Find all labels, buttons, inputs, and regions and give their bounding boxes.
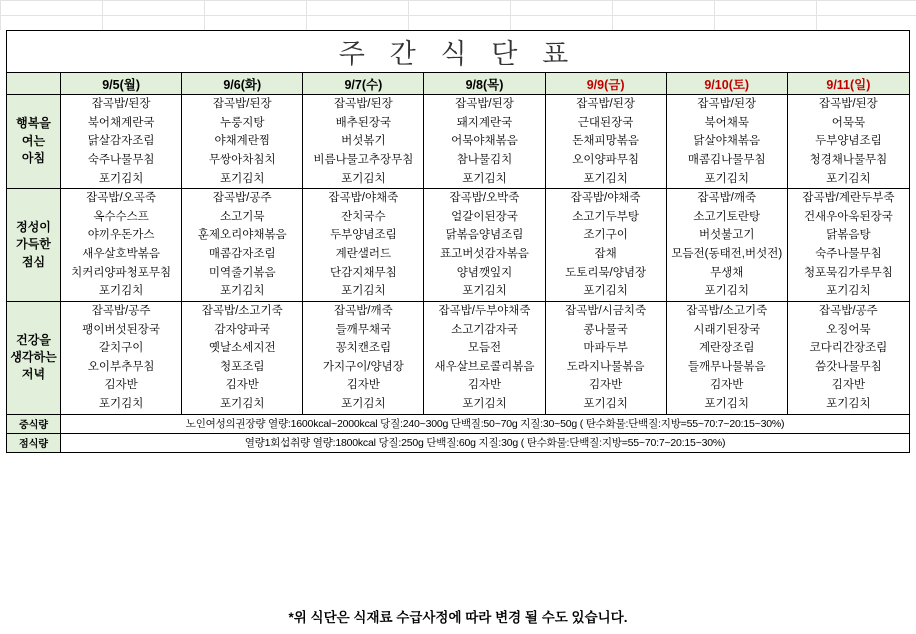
menu-item: 무쌍아차침치 xyxy=(208,153,276,166)
menu-item: 잡곡밥/된장 xyxy=(91,98,151,110)
menu-item: 포기김치 xyxy=(220,285,265,298)
menu-item: 잡곡밥/공주 xyxy=(91,304,151,317)
menu-item: 북어채묵 xyxy=(704,116,749,129)
day-header-5: 9/9(금) xyxy=(545,73,666,95)
menu-item: 포기김치 xyxy=(462,172,507,185)
menu-item: 김자반 xyxy=(831,379,866,392)
menu-item: 무생채 xyxy=(710,266,744,279)
menu-cell-m3-d7 xyxy=(787,301,909,414)
menu-item: 단감지채무침 xyxy=(330,266,397,279)
spreadsheet-grid-background xyxy=(0,0,916,30)
day-header-6: 9/10(토) xyxy=(666,73,787,95)
menu-item: 잡곡밥/소고기죽 xyxy=(686,304,768,317)
menu-item: 도라지나물볶음 xyxy=(566,360,645,373)
menu-item: 포기김치 xyxy=(826,398,871,410)
menu-item: 미역줄기볶음 xyxy=(208,266,276,279)
menu-item: 포기김치 xyxy=(341,285,386,298)
meal-label-1: 행복을 여는 아침 xyxy=(7,95,61,189)
menu-item: 잡채 xyxy=(594,248,617,260)
menu-item: 모듬전 xyxy=(467,342,502,355)
day-header-1: 9/5(월) xyxy=(61,73,182,95)
menu-item: 치커리양파청포무침 xyxy=(71,266,172,279)
menu-item: 잡곡밥/소고기죽 xyxy=(201,304,283,317)
menu-item: 콩나물국 xyxy=(583,323,628,336)
menu-cell-m1-d3 xyxy=(303,95,424,189)
menu-item: 김자반 xyxy=(104,379,138,392)
menu-item: 두부양념조림 xyxy=(330,229,397,242)
menu-item: 청경채나물무침 xyxy=(809,153,888,166)
menu-item: 포기김치 xyxy=(341,172,386,185)
menu-item: 소고기토란탕 xyxy=(693,210,761,223)
menu-item: 새우살호박볶음 xyxy=(82,248,160,260)
menu-item: 잡곡밥/된장 xyxy=(819,98,878,110)
menu-item: 포기김치 xyxy=(220,172,265,185)
menu-item: 포기김치 xyxy=(583,172,628,185)
menu-item: 숙주나물무침 xyxy=(87,153,155,166)
menu-cell-m1-d5 xyxy=(545,95,666,189)
footer-label-2: 점식량 xyxy=(7,433,61,452)
menu-footnote: *위 식단은 식재료 수급사정에 따라 변경 될 수도 있습니다. xyxy=(288,610,628,625)
menu-item: 잡곡밥/공주 xyxy=(212,192,272,205)
menu-cell-m1-d4 xyxy=(424,95,545,189)
menu-item: 포기김치 xyxy=(826,285,871,298)
footer-label-1: 중식량 xyxy=(7,414,61,433)
menu-item: 잡곡밥/야채죽 xyxy=(570,192,641,205)
menu-item: 잡곡밥/계란두부죽 xyxy=(802,192,895,205)
menu-item: 잡곡밥/깨죽 xyxy=(697,192,757,205)
menu-cell-m3-d6 xyxy=(666,301,787,414)
menu-item: 잡곡밥/시금치죽 xyxy=(565,304,647,317)
menu-item: 청포조림 xyxy=(220,360,265,373)
menu-cell-m2-d1 xyxy=(61,189,182,302)
menu-item: 가지구이/양념장 xyxy=(322,360,404,373)
menu-item: 김자반 xyxy=(346,379,381,392)
menu-item: 비름나물고추장무침 xyxy=(313,153,414,166)
menu-item: 포기김치 xyxy=(462,398,507,410)
menu-item: 꽁치캔조림 xyxy=(335,342,392,355)
menu-item: 버섯불고기 xyxy=(698,229,755,242)
menu-item: 옥수수스프 xyxy=(93,210,149,223)
menu-item: 잡곡밥/된장 xyxy=(212,98,272,110)
menu-item: 김자반 xyxy=(710,379,744,392)
menu-cell-m2-d4 xyxy=(424,189,545,302)
menu-item: 계란샐러드 xyxy=(335,248,392,260)
menu-item: 들깨무채국 xyxy=(335,323,392,336)
day-header-4: 9/8(목) xyxy=(424,73,545,95)
menu-item: 오이부추무침 xyxy=(87,360,155,373)
menu-item: 포기김치 xyxy=(98,285,144,298)
menu-item: 닭볶음탕 xyxy=(826,229,871,242)
menu-item: 포기김치 xyxy=(220,398,265,410)
menu-item: 포기김치 xyxy=(583,398,628,410)
day-header-2: 9/6(화) xyxy=(182,73,303,95)
menu-cell-m2-d3 xyxy=(303,189,424,302)
menu-item: 포기김치 xyxy=(462,285,507,298)
menu-cell-m1-d7 xyxy=(787,95,909,189)
menu-cell-m3-d2 xyxy=(182,301,303,414)
menu-item: 돼지계란국 xyxy=(456,116,513,129)
menu-item: 야끼우돈가스 xyxy=(87,229,155,242)
menu-item: 오이양파무침 xyxy=(572,153,639,166)
meal-label-2: 정성이 가득한 점심 xyxy=(7,189,61,302)
menu-item: 포기김치 xyxy=(704,172,749,185)
footer-value-1: 노인여성의권장량 열량:1600kcal~2000kcal 당질:240~300g 단백질:50~70g 지질:30~50g ( 탄수화물:단백질:지방=55~70:7~20:15~30%) xyxy=(61,414,910,433)
menu-cell-m1-d6 xyxy=(666,95,787,189)
menu-cell-m2-d6 xyxy=(666,189,787,302)
menu-item: 코다리간장조림 xyxy=(809,342,888,355)
menu-item: 새우살브로콜리볶음 xyxy=(434,360,535,373)
menu-item: 잡곡밥/된장 xyxy=(576,98,635,110)
menu-item: 갈치구이 xyxy=(98,342,144,355)
menu-item: 배추된장국 xyxy=(335,116,392,129)
day-header-3: 9/7(수) xyxy=(303,73,424,95)
menu-item: 북어채계란국 xyxy=(87,116,155,129)
menu-item: 오징어묵 xyxy=(826,323,871,336)
menu-item: 잡곡밥/된장 xyxy=(455,98,514,110)
menu-item: 얼갈이된장국 xyxy=(451,210,518,223)
menu-item: 포기김치 xyxy=(826,172,871,185)
menu-item: 표고버섯감자볶음 xyxy=(440,248,529,260)
menu-item: 계란장조림 xyxy=(698,342,755,355)
menu-item: 돈채피망볶음 xyxy=(572,135,639,148)
menu-cell-m3-d5 xyxy=(545,301,666,414)
menu-item: 모듬전(동태전,버섯전) xyxy=(671,248,783,260)
menu-cell-m3-d3 xyxy=(303,301,424,414)
menu-item: 야채계란찜 xyxy=(214,135,270,148)
menu-item: 포기김치 xyxy=(583,285,628,298)
meal-label-3: 건강을 생각하는 저녁 xyxy=(7,301,61,414)
menu-item: 감자양파국 xyxy=(214,323,270,336)
menu-item: 잡곡밥/된장 xyxy=(697,98,757,110)
menu-item: 씀갓나물무침 xyxy=(815,360,882,373)
menu-item: 훈제오리야채볶음 xyxy=(197,229,287,242)
menu-item: 포기김치 xyxy=(98,172,144,185)
day-header-7: 9/11(일) xyxy=(787,73,909,95)
menu-item: 조기구이 xyxy=(583,229,628,242)
menu-item: 김자반 xyxy=(588,379,623,392)
menu-item: 두부양념조림 xyxy=(815,135,882,148)
menu-item: 어묵야채볶음 xyxy=(451,135,518,148)
menu-item: 포기김치 xyxy=(704,285,749,298)
menu-item: 매콤김나물무침 xyxy=(687,153,766,166)
menu-item: 포기김치 xyxy=(341,398,386,410)
menu-item: 매콤감자조림 xyxy=(208,248,276,260)
menu-item: 잡곡밥/오곡죽 xyxy=(86,192,157,205)
footer-value-2: 열량1회섭취량 열량:1800kcal 당질:250g 단백질:60g 지질:30g ( 탄수화물:단백질:지방=55~70:7~20:15~30%) xyxy=(61,433,910,452)
menu-cell-m1-d2 xyxy=(182,95,303,189)
menu-cell-m1-d1 xyxy=(61,95,182,189)
menu-item: 근대된장국 xyxy=(577,116,634,129)
menu-item: 버섯볶기 xyxy=(341,135,386,148)
menu-item: 건새우아욱된장국 xyxy=(803,210,893,223)
menu-item: 잡곡밥/두부야채죽 xyxy=(438,304,531,317)
table-corner-cell xyxy=(7,73,61,95)
menu-item: 잡곡밥/오박죽 xyxy=(449,192,520,205)
menu-item: 잡곡밥/된장 xyxy=(333,98,393,110)
menu-item: 어묵묵 xyxy=(831,116,866,129)
menu-item: 김자반 xyxy=(225,379,259,392)
weekly-menu-table xyxy=(6,30,910,453)
menu-item: 소고기두부탕 xyxy=(572,210,639,223)
menu-item: 팽이버섯된장국 xyxy=(82,323,160,336)
page-title-text: 주 간 식 단 표 xyxy=(338,39,578,69)
menu-item: 소고기묵 xyxy=(220,210,265,223)
menu-cell-m2-d5 xyxy=(545,189,666,302)
menu-item: 마파두부 xyxy=(583,342,628,355)
menu-item: 시래기된장국 xyxy=(693,323,761,336)
menu-item: 들깨무나물볶음 xyxy=(687,360,766,373)
menu-cell-m3-d4 xyxy=(424,301,545,414)
menu-item: 잡곡밥/공주 xyxy=(819,304,878,317)
menu-item: 도토리묵/양념장 xyxy=(565,266,647,279)
menu-item: 포기김치 xyxy=(98,398,144,410)
menu-item: 포기김치 xyxy=(704,398,749,410)
menu-item: 누룽지탕 xyxy=(220,116,265,129)
menu-item: 닭살야채볶음 xyxy=(693,135,761,148)
menu-item: 잡곡밥/깨죽 xyxy=(333,304,393,317)
menu-cell-m2-d2 xyxy=(182,189,303,302)
menu-item: 닭살감자조림 xyxy=(87,135,155,148)
page-title xyxy=(7,31,910,73)
menu-cell-m2-d7 xyxy=(787,189,909,302)
menu-item: 닭볶음양념조림 xyxy=(445,229,524,242)
menu-item: 청포묵김가루무침 xyxy=(803,266,893,279)
menu-item: 참나물김치 xyxy=(456,153,513,166)
menu-item: 옛날소세지전 xyxy=(208,342,276,355)
menu-item: 잡곡밥/야채죽 xyxy=(328,192,399,205)
menu-item: 소고기감자국 xyxy=(451,323,518,336)
menu-item: 잔치국수 xyxy=(341,210,386,223)
menu-item: 숙주나물무침 xyxy=(815,248,882,260)
menu-item: 김자반 xyxy=(467,379,502,392)
menu-item: 양념깻잎지 xyxy=(456,266,513,279)
menu-cell-m3-d1 xyxy=(61,301,182,414)
